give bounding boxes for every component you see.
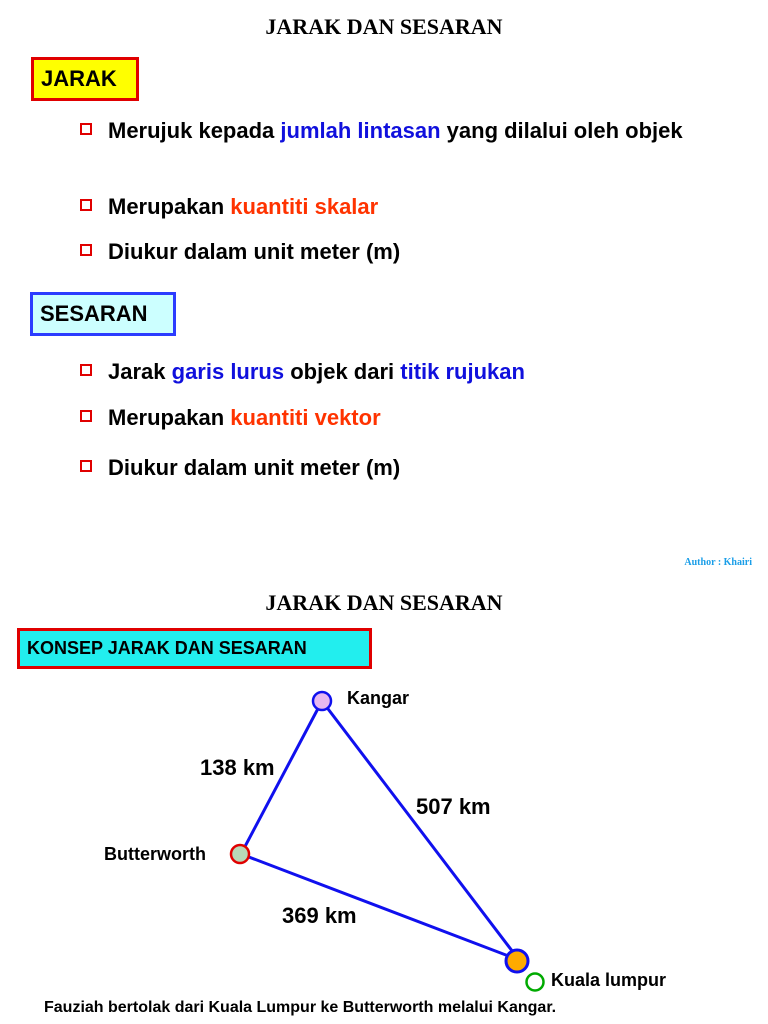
distance-label-butterworth-kuala-lumpur: 369 km [282, 903, 357, 928]
sesaran-bullet-2 [80, 403, 720, 432]
text-segment: objek dari [284, 359, 401, 384]
jarak-bullet-2 [80, 192, 720, 221]
text-segment: Merujuk kepada [108, 118, 281, 143]
author-credit: Author : Khairi [684, 557, 752, 568]
text-segment: Jarak [108, 359, 172, 384]
bullet-text [80, 453, 720, 482]
checkbox-bullet-icon [80, 364, 92, 376]
distance-label-kangar-kuala-lumpur: 507 km [416, 794, 491, 819]
sesaran-bullet-1 [80, 357, 720, 386]
text-segment: kuantiti vektor [230, 405, 381, 430]
bullet-text [80, 237, 720, 266]
bullet-text [80, 116, 720, 145]
bullet-text [80, 403, 720, 432]
checkbox-bullet-icon [80, 410, 92, 422]
caption-text: Fauziah bertolak dari Kuala Lumpur ke Butterworth melalui Kangar. [44, 999, 557, 1016]
checkbox-bullet-icon [80, 244, 92, 256]
text-segment: yang dilalui oleh objek [440, 118, 683, 143]
checkbox-bullet-icon [80, 199, 92, 211]
concept-label-box: KONSEP JARAK DAN SESARAN [17, 628, 372, 669]
butterworth-marker [231, 845, 249, 863]
route-map [0, 580, 768, 1024]
text-segment: kuantiti skalar [230, 194, 379, 219]
bullet-text [80, 192, 720, 221]
text-segment: titik rujukan [400, 359, 525, 384]
city-label-kangar: Kangar [347, 688, 410, 708]
sesaran-label-box: SESARAN [30, 292, 176, 336]
text-segment: Diukur dalam unit meter (m) [108, 239, 401, 264]
object-position-marker [506, 950, 528, 972]
jarak-label-box: JARAK [31, 57, 139, 101]
slide-title: JARAK DAN SESARAN [265, 14, 503, 39]
jarak-bullet-1 [80, 116, 720, 145]
jarak-bullet-3 [80, 237, 720, 266]
bullet-text [80, 357, 720, 386]
kangar-marker [313, 692, 331, 710]
distance-label-kangar-butterworth: 138 km [200, 755, 275, 780]
checkbox-bullet-icon [80, 123, 92, 135]
city-label-butterworth: Butterworth [104, 844, 206, 864]
kuala-lumpur-marker [527, 974, 544, 991]
text-segment: Merupakan [108, 194, 231, 219]
city-label-kuala-lumpur: Kuala lumpur [551, 970, 667, 990]
text-segment: Diukur dalam unit meter (m) [108, 455, 401, 480]
slide-title: JARAK DAN SESARAN [265, 590, 503, 615]
checkbox-bullet-icon [80, 460, 92, 472]
text-segment: jumlah lintasan [280, 118, 441, 143]
sesaran-bullet-3 [80, 453, 720, 482]
text-segment: garis lurus [171, 359, 285, 384]
slide-concept-map [0, 580, 768, 1024]
text-segment: Merupakan [108, 405, 231, 430]
